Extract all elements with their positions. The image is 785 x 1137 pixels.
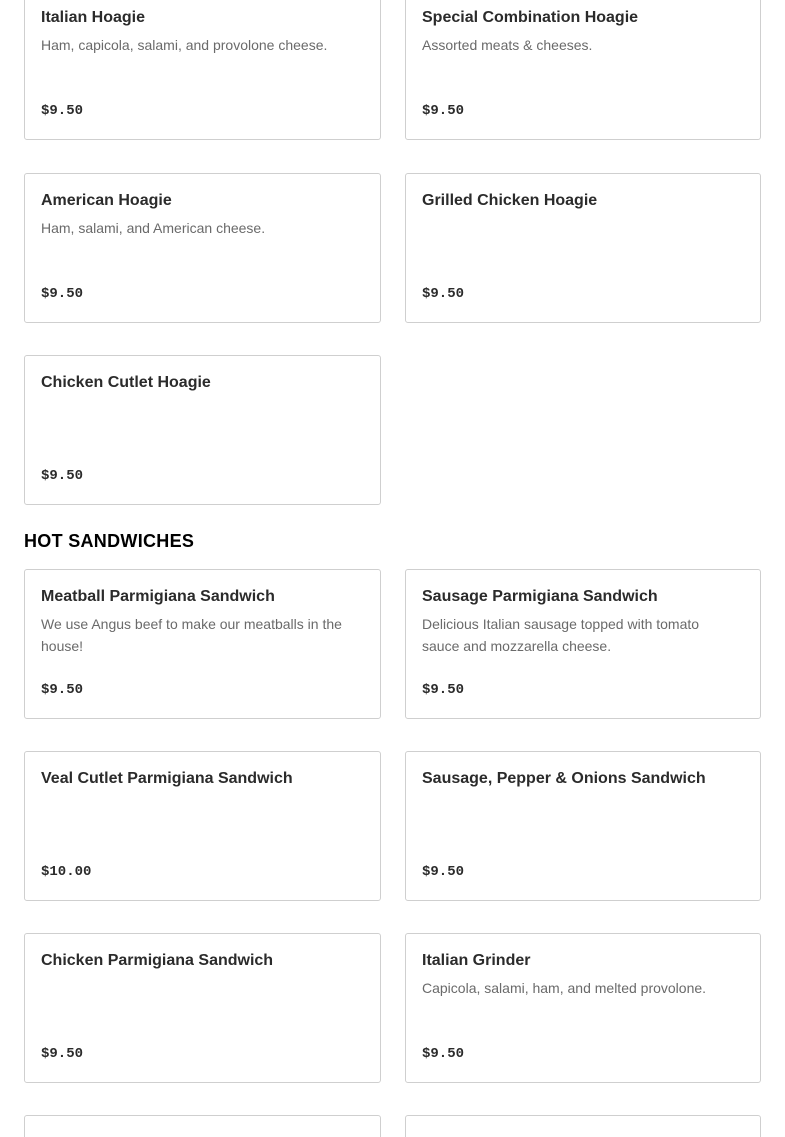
menu-item-card[interactable]: [24, 173, 381, 323]
menu-item-card[interactable]: [405, 933, 761, 1083]
menu-item-card[interactable]: [24, 0, 381, 140]
item-price: $9.50: [422, 286, 465, 302]
item-price: $9.50: [41, 286, 84, 302]
item-name: Italian Hoagie: [41, 9, 146, 26]
item-name: Sausage, Pepper & Onions Sandwich: [422, 770, 706, 787]
item-price: $9.50: [41, 468, 84, 484]
item-name: Sausage Parmigiana Sandwich: [422, 588, 658, 605]
item-price: $9.50: [422, 682, 465, 698]
item-name: Italian Grinder: [422, 952, 531, 969]
item-price: $9.50: [422, 103, 465, 119]
menu-item-card[interactable]: [405, 173, 761, 323]
item-price: $9.50: [41, 1046, 84, 1062]
item-name: Special Combination Hoagie: [422, 9, 639, 26]
item-price: $9.50: [41, 682, 84, 698]
menu-item-card[interactable]: [24, 569, 381, 719]
section-heading-hot-sandwiches: HOT SANDWICHES: [24, 531, 195, 551]
item-name: American Hoagie: [41, 192, 172, 209]
menu-item-card[interactable]: [405, 569, 761, 719]
item-name: Meatball Parmigiana Sandwich: [41, 588, 275, 605]
item-price: $10.00: [41, 864, 92, 880]
menu-item-card-partial[interactable]: [405, 1115, 761, 1137]
menu-item-card-partial[interactable]: [24, 1115, 381, 1137]
item-description: Delicious Italian sausage topped with tomato sauce and mozzarella cheese.: [422, 616, 700, 654]
item-price: $9.50: [422, 1046, 465, 1062]
item-description: Ham, capicola, salami, and provolone cheese.: [41, 37, 328, 53]
item-price: $9.50: [41, 103, 84, 119]
item-description: Ham, salami, and American cheese.: [41, 220, 266, 236]
item-name: Chicken Cutlet Hoagie: [41, 374, 211, 391]
item-description: Assorted meats & cheeses.: [422, 37, 593, 53]
menu-item-card[interactable]: [24, 355, 381, 505]
menu-item-card[interactable]: [24, 933, 381, 1083]
menu-item-card[interactable]: [405, 751, 761, 901]
item-description: Capicola, salami, ham, and melted provolone.: [422, 980, 707, 996]
item-name: Grilled Chicken Hoagie: [422, 192, 598, 209]
menu-item-card[interactable]: [24, 751, 381, 901]
item-description: We use Angus beef to make our meatballs in the house!: [41, 616, 342, 654]
item-name: Veal Cutlet Parmigiana Sandwich: [41, 770, 293, 787]
menu-item-card[interactable]: [405, 0, 761, 140]
item-name: Chicken Parmigiana Sandwich: [41, 952, 274, 969]
item-price: $9.50: [422, 864, 465, 880]
